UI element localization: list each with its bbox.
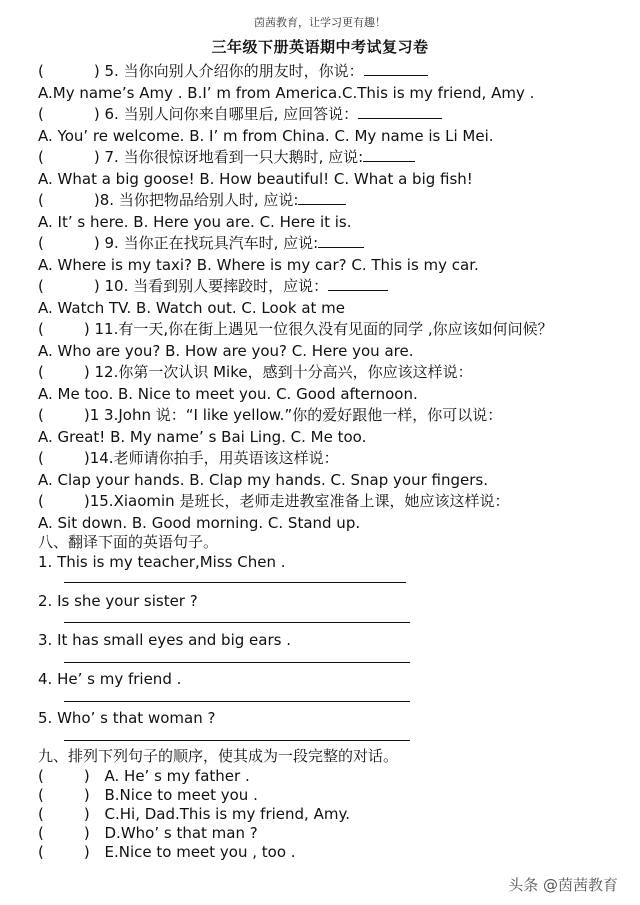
paren-open: ( xyxy=(38,105,44,123)
answer-blank[interactable] xyxy=(328,276,388,291)
paren-open: ( xyxy=(38,191,44,209)
question-7 xyxy=(38,147,415,167)
paren-open: ( xyxy=(38,406,44,424)
order-sentence: B.Nice to meet you . xyxy=(104,786,258,804)
translation-answer-line[interactable] xyxy=(64,662,410,663)
question-15 xyxy=(38,491,509,511)
answer-blank[interactable] xyxy=(318,233,364,248)
options-15: A. Sit down. B. Good morning. C. Stand up. xyxy=(38,514,361,532)
question-stem: 当你向别人介绍你的朋友时，你说： xyxy=(123,62,364,80)
options-12: A. Me too. B. Nice to meet you. C. Good afternoon. xyxy=(38,385,418,403)
question-number: )8. xyxy=(93,191,115,209)
question-number: ) 6. xyxy=(93,105,119,123)
paren-open: ( xyxy=(38,363,44,381)
question-number: )1 3. xyxy=(83,406,119,424)
question-8 xyxy=(38,190,346,210)
translation-item-2: 2. Is she your sister ? xyxy=(38,592,198,610)
options-11: A. Who are you? B. How are you? C. Here you are. xyxy=(38,342,414,360)
question-stem: Xiaomin 是班长，老师走进教室准备上课，她应该这样说： xyxy=(113,492,510,510)
question-number: ) 7. xyxy=(93,148,119,166)
watermark: 头条 @茵茜教育 xyxy=(508,876,618,894)
question-12 xyxy=(38,362,473,382)
question-stem: 有一天,你在街上遇见一位很久没有见面的同学 ,你应该如何问候？ xyxy=(118,320,553,338)
question-stem: 当你正在找玩具汽车时, 应说: xyxy=(123,234,319,252)
question-stem: 当别人问你来自哪里后, 应回答说： xyxy=(123,105,359,123)
translation-answer-line[interactable] xyxy=(64,701,410,702)
order-paren-close: ) xyxy=(83,767,90,785)
section-8-heading: 八、翻译下面的英语句子。 xyxy=(38,533,219,551)
question-number: ) 5. xyxy=(93,62,119,80)
options-14: A. Clap your hands. B. Clap my hands. C. Snap your fingers. xyxy=(38,471,488,489)
question-number: ) 11. xyxy=(83,320,119,338)
paren-open: ( xyxy=(38,277,44,295)
question-5 xyxy=(38,61,428,81)
question-stem: 当看到别人要摔跤时，应说： xyxy=(133,277,329,295)
question-stem: 当你很惊讶地看到一只大鹅时, 应说: xyxy=(123,148,364,166)
paren-open: ( xyxy=(38,320,44,338)
order-paren-close: ) xyxy=(83,824,90,842)
question-stem: 当你把物品给别人时, 应说: xyxy=(118,191,299,209)
paren-open: ( xyxy=(38,805,44,823)
order-item-b xyxy=(38,785,258,805)
paren-open: ( xyxy=(38,843,44,861)
order-sentence: E.Nice to meet you , too . xyxy=(104,843,296,861)
options-8: A. It’ s here. B. Here you are. C. Here it is. xyxy=(38,213,352,231)
order-item-c xyxy=(38,804,350,824)
question-6 xyxy=(38,104,442,124)
options-10: A. Watch TV. B. Watch out. C. Look at me xyxy=(38,299,346,317)
question-stem: 你第一次认识 Mike，感到十分高兴，你应该这样说： xyxy=(118,363,473,381)
question-number: ) 9. xyxy=(93,234,119,252)
question-10 xyxy=(38,276,388,296)
header-slogan: 茵茜教育，让学习更有趣！ xyxy=(254,16,386,29)
options-6: A. You’ re welcome. B. I’ m from China. C. My name is Li Mei. xyxy=(38,127,494,145)
question-14 xyxy=(38,448,339,468)
question-number: ) 12. xyxy=(83,363,119,381)
paren-open: ( xyxy=(38,234,44,252)
paren-open: ( xyxy=(38,449,44,467)
order-item-e xyxy=(38,842,296,862)
question-13 xyxy=(38,405,502,425)
order-paren-close: ) xyxy=(83,805,90,823)
paren-open: ( xyxy=(38,492,44,510)
translation-item-1: 1. This is my teacher,Miss Chen . xyxy=(38,553,286,571)
question-number: )14. xyxy=(83,449,114,467)
question-number: ) 10. xyxy=(93,277,129,295)
paren-open: ( xyxy=(38,148,44,166)
paren-open: ( xyxy=(38,824,44,842)
order-paren-close: ) xyxy=(83,786,90,804)
answer-blank[interactable] xyxy=(358,104,442,119)
translation-item-5: 5. Who’ s that woman ? xyxy=(38,709,216,727)
section-9-heading: 九、排列下列句子的顺序，使其成为一段完整的对话。 xyxy=(38,747,399,765)
translation-answer-line[interactable] xyxy=(64,622,410,623)
answer-blank[interactable] xyxy=(363,147,415,162)
translation-item-4: 4. He’ s my friend . xyxy=(38,670,182,688)
translation-answer-line[interactable] xyxy=(64,582,406,583)
answer-blank[interactable] xyxy=(364,61,428,76)
order-sentence: C.Hi, Dad.This is my friend, Amy. xyxy=(104,805,350,823)
question-11 xyxy=(38,319,553,339)
page-title: 三年级下册英语期中考试复习卷 xyxy=(211,38,429,56)
paren-open: ( xyxy=(38,62,44,80)
options-9: A. Where is my taxi? B. Where is my car? C. This is my car. xyxy=(38,256,479,274)
answer-blank[interactable] xyxy=(298,190,346,205)
order-item-d xyxy=(38,823,258,843)
question-number: )15. xyxy=(83,492,114,510)
options-5: A.My name’s Amy . B.I’ m from America.C.This is my friend, Amy . xyxy=(38,84,535,102)
order-item-a xyxy=(38,766,250,786)
order-paren-close: ) xyxy=(83,843,90,861)
translation-answer-line[interactable] xyxy=(64,740,410,741)
order-sentence: D.Who’ s that man ? xyxy=(104,824,258,842)
paren-open: ( xyxy=(38,767,44,785)
translation-item-3: 3. It has small eyes and big ears . xyxy=(38,631,291,649)
question-stem: John 说：“I like yellow.”你的爱好跟他一样，你可以说： xyxy=(118,406,503,424)
options-13: A. Great! B. My name’ s Bai Ling. C. Me too. xyxy=(38,428,367,446)
question-stem: 老师请你拍手，用英语该这样说： xyxy=(113,449,339,467)
paren-open: ( xyxy=(38,786,44,804)
question-9 xyxy=(38,233,364,253)
order-sentence: A. He’ s my father . xyxy=(104,767,250,785)
options-7: A. What a big goose! B. How beautiful! C. What a big fish! xyxy=(38,170,473,188)
